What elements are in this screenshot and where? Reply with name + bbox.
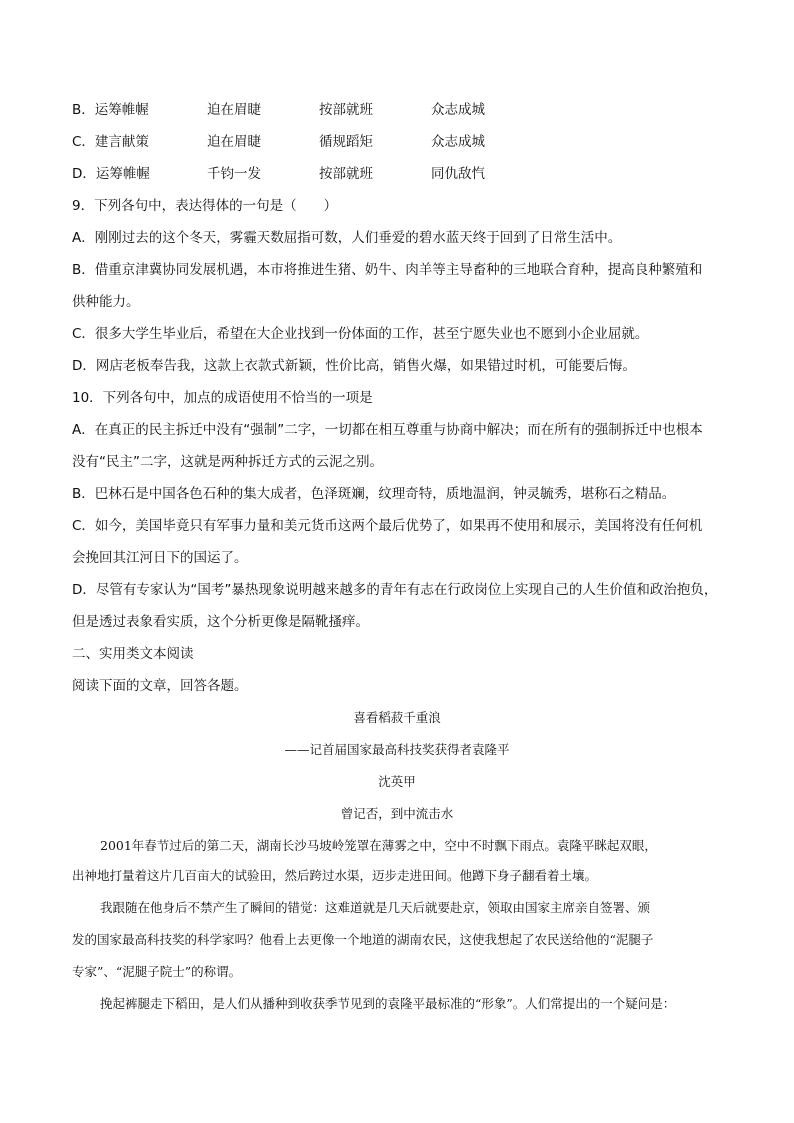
question-10-option-c-line1: C．如今，美国毕竟只有军事力量和美元货币这两个最后优势了，如果再不使用和展示，美国将没有任何机 [72,518,703,534]
option-d-label: D．运筹帷幄 [72,166,150,182]
option-d-col3: 按部就班 [319,166,373,182]
option-c-col4: 众志成城 [431,134,485,150]
article-paragraph-2-line2: 发的国家最高科技奖的科学家吗？他看上去更像一个地道的湖南农民，这使我想起了农民送给他的“泥腿子 [72,932,654,947]
article-subtitle: ——记首届国家最高科技奖获得者袁隆平 [284,742,510,757]
option-c-label: C．建言献策 [72,134,149,150]
question-9-option-b-line2: 供种能力。 [72,294,140,310]
option-b-label: B．运筹帷幄 [72,102,149,118]
question-10-option-a-line2: 没有“民主”二字，这就是两种拆迁方式的云泥之别。 [72,454,383,470]
question-10-option-d-line1: D．尽管有专家认为“国考”暴热现象说明越来越多的青年有志在行政岗位上实现自己的人生价值和政治抱负， [72,582,718,598]
question-10-option-a-line1: A．在真正的民主拆迁中没有“强制”二字，一切都在相互尊重与协商中解决；而在所有的强制拆迁中也根本 [72,422,703,438]
question-10-option-d-line2: 但是透过表象看实质，这个分析更像是隔靴搔痒。 [72,614,369,630]
question-9-option-a: A．刚刚过去的这个冬天，雾霾天数屈指可数，人们垂爱的碧水蓝天终于回到了日常生活中。 [72,230,622,246]
article-title: 喜看稻菽千重浪 [353,710,441,725]
article-paragraph-1-line2: 出神地打量着这片几百亩大的试验田，然后跨过水渠，迈步走进田间。他蹲下身子翻看着土壤。 [72,868,598,883]
article-section-title: 曾记否，到中流击水 [340,806,454,821]
option-c-col3: 循规蹈矩 [319,134,373,150]
option-d-col2: 千钧一发 [207,166,261,182]
question-9-option-b-line1: B．借重京津冀协同发展机遇，本市将推进生猪、奶牛、肉羊等主导畜种的三地联合育种，提高良种繁殖和 [72,262,703,278]
question-9-option-d: D．网店老板奉告我，这款上衣款式新颖，性价比高，销售火爆，如果错过时机，可能要后悔。 [72,358,636,374]
option-d-col4: 同仇敌忾 [431,166,485,182]
option-c-col2: 迫在眉睫 [207,134,261,150]
question-9-option-c: C．很多大学生毕业后，希望在大企业找到一份体面的工作，甚至宁愿失业也不愿到小企业屈就。 [72,326,649,342]
article-author: 沈英甲 [378,774,416,789]
option-b-col4: 众志成城 [431,102,485,118]
question-9-stem: 9．下列各句中，表达得体的一句是（ ） [72,198,338,214]
question-10-option-c-line2: 会挽回其江河日下的国运了。 [72,550,248,566]
article-paragraph-3-line1: 挽起裤腿走下稻田，是人们从播种到收获季节见到的袁隆平最标准的“形象”。人们常提出的一个疑问是： [100,996,676,1011]
article-paragraph-2-line3: 专家”、“泥腿子院士”的称谓。 [72,964,242,979]
article-paragraph-1-line1: 2001年春节过后的第二天，湖南长沙马坡岭笼罩在薄雾之中，空中不时飘下雨点。袁隆平眯起双眼， [100,838,657,853]
option-b-col3: 按部就班 [319,102,373,118]
section-instruction: 阅读下面的文章，回答各题。 [72,678,248,694]
option-b-col2: 迫在眉睫 [207,102,261,118]
question-10-stem: 10．下列各句中，加点的成语使用不恰当的一项是 [72,390,373,406]
question-10-option-b: B．巴林石是中国各色石种的集大成者，色泽斑斓，纹理奇特，质地温润，钟灵毓秀，堪称石之精品。 [72,486,676,502]
section-heading: 二、实用类文本阅读 [72,646,194,662]
article-paragraph-2-line1: 我跟随在他身后不禁产生了瞬间的错觉：这难道就是几天后就要赴京，领取由国家主席亲自签署、颁 [100,900,651,915]
